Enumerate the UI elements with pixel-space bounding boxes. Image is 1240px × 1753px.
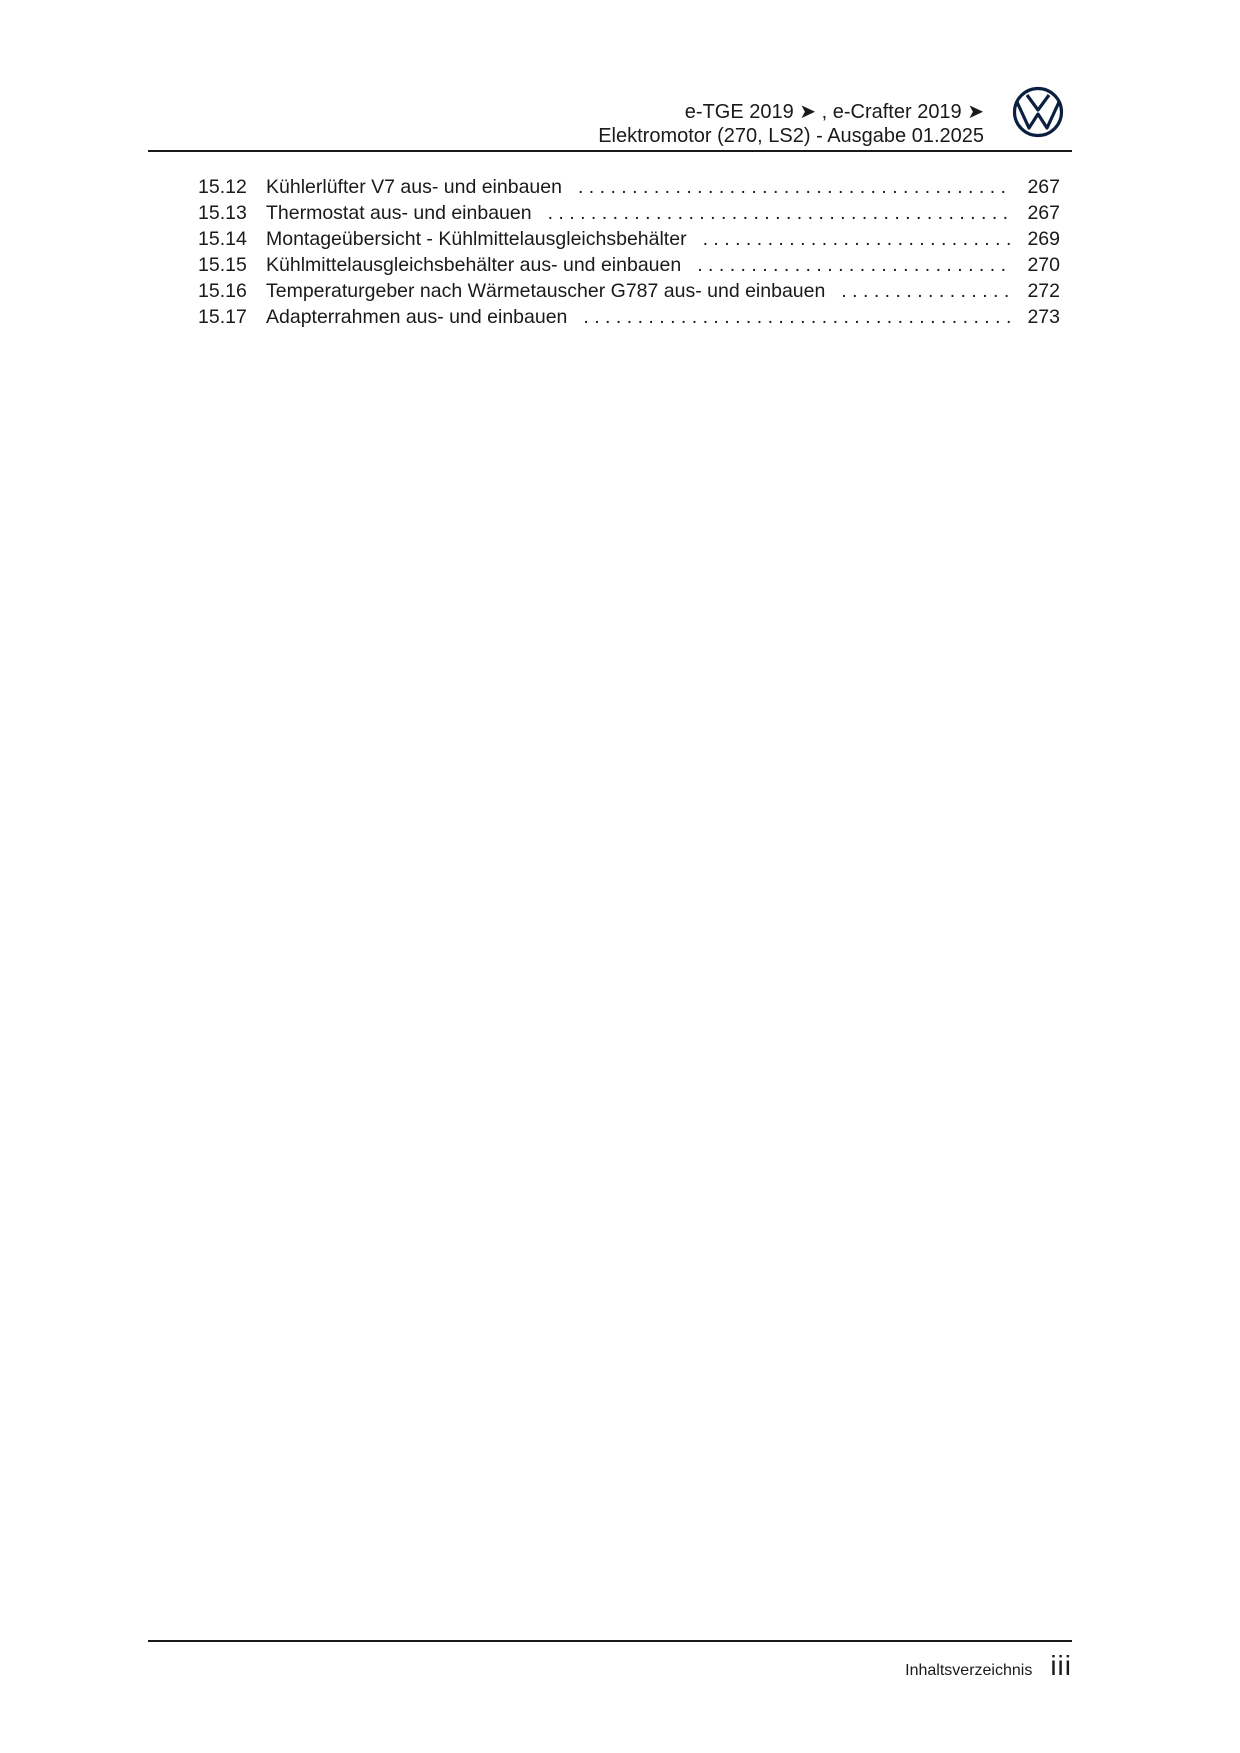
header-vehicle-line: e-TGE 2019 ➤ , e-Crafter 2019 ➤ xyxy=(684,101,984,123)
header-text xyxy=(598,100,984,148)
toc-leader-dots xyxy=(697,252,1010,278)
header-manual-line: Elektromotor (270, LS2) - Ausgabe 01.2025 xyxy=(598,125,984,147)
page-header xyxy=(148,96,1072,152)
toc-entry-number: 15.17 xyxy=(198,306,247,328)
toc-entry-title: Kühlmittelausgleichsbehälter aus- und einbauen xyxy=(266,254,682,276)
toc-entry-page: 270 xyxy=(1027,254,1060,276)
toc-entry-number: 15.13 xyxy=(198,202,247,224)
toc-entry-title: Temperaturgeber nach Wärmetauscher G787 aus- und einbauen xyxy=(266,280,826,302)
toc-entry[interactable] xyxy=(198,304,1060,330)
table-of-contents xyxy=(198,174,1060,330)
vw-logo-icon xyxy=(1012,86,1064,138)
header-divider xyxy=(148,150,1072,152)
footer-section-label: Inhaltsverzeichnis xyxy=(905,1662,1033,1679)
toc-entry-page: 272 xyxy=(1027,280,1060,302)
toc-leader-dots xyxy=(578,174,1010,200)
toc-leader-dots xyxy=(703,226,1010,252)
toc-entry-page: 273 xyxy=(1027,306,1060,328)
toc-entry-number: 15.14 xyxy=(198,228,247,250)
toc-entry-title: Kühlerlüfter V7 aus- und einbauen xyxy=(266,176,562,198)
toc-leader-dots xyxy=(841,278,1010,304)
page-footer xyxy=(905,1650,1072,1682)
toc-entry[interactable] xyxy=(198,200,1060,226)
toc-leader-dots xyxy=(583,304,1010,330)
footer-divider xyxy=(148,1640,1072,1642)
toc-entry-title: Thermostat aus- und einbauen xyxy=(266,202,532,224)
toc-entry-number: 15.16 xyxy=(198,280,247,302)
toc-entry-number: 15.12 xyxy=(198,176,247,198)
toc-entry-page: 269 xyxy=(1027,228,1060,250)
toc-leader-dots xyxy=(548,200,1010,226)
toc-entry-title: Adapterrahmen aus- und einbauen xyxy=(266,306,568,328)
toc-entry-page: 267 xyxy=(1027,176,1060,198)
toc-entry-number: 15.15 xyxy=(198,254,247,276)
toc-entry[interactable] xyxy=(198,252,1060,278)
toc-entry[interactable] xyxy=(198,174,1060,200)
toc-entry[interactable] xyxy=(198,226,1060,252)
toc-entry[interactable] xyxy=(198,278,1060,304)
footer-page-number: iii xyxy=(1050,1650,1072,1681)
toc-entry-page: 267 xyxy=(1027,202,1060,224)
toc-entry-title: Montageübersicht - Kühlmittelausgleichsbehälter xyxy=(266,228,687,250)
